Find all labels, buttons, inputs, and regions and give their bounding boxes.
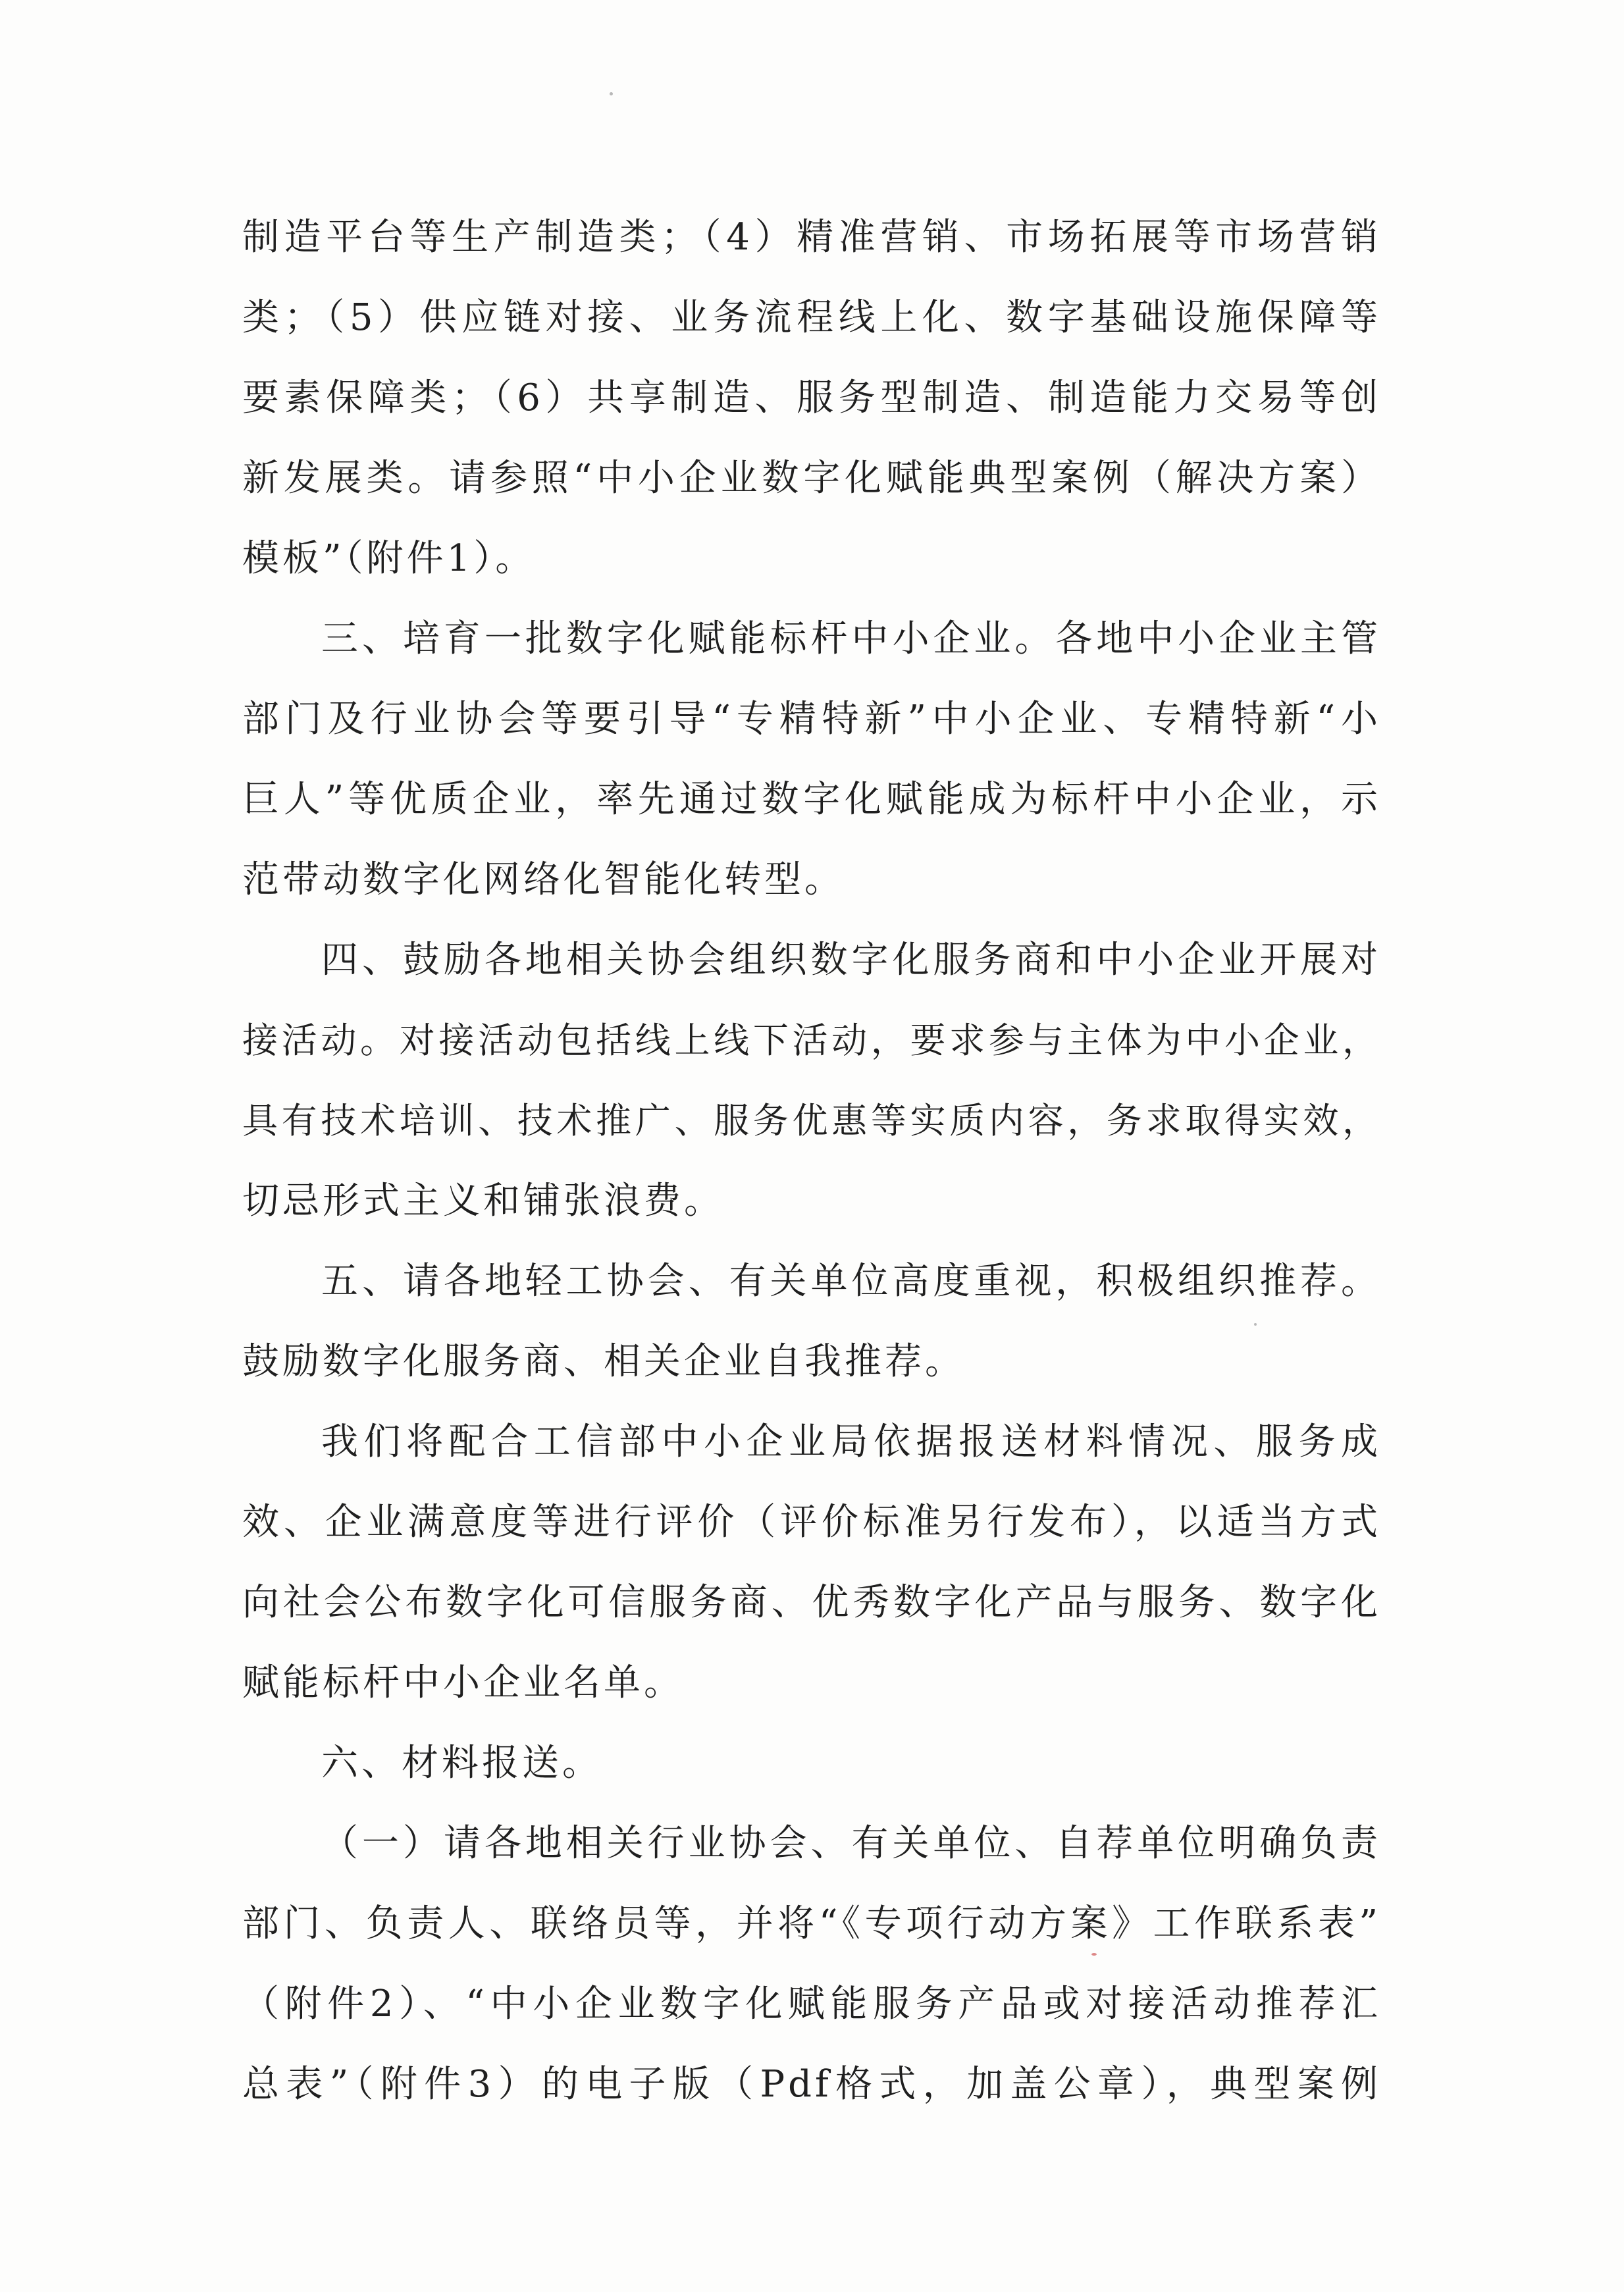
text-line: （附件2）、“中小企业数字化赋能服务产品或对接活动推荐汇 xyxy=(242,1983,1381,2025)
text-line: 新发展类。请参照“中小企业数字化赋能典型案例（解决方案） xyxy=(242,457,1381,500)
scan-speck xyxy=(1254,1323,1257,1326)
document-body xyxy=(242,197,1381,2125)
text-line: 五、请各地轻工协会、有关单位高度重视，积极组织推荐。 xyxy=(321,1260,1381,1303)
scan-speck xyxy=(610,92,613,95)
text-line: 模板”（附件1）。 xyxy=(242,537,536,580)
text-line: 要素保障类；（6）共享制造、服务型制造、制造能力交易等创 xyxy=(242,377,1381,419)
text-line: 巨人”等优质企业，率先通过数字化赋能成为标杆中小企业，示 xyxy=(242,778,1381,821)
scan-speck xyxy=(1091,1953,1097,1956)
text-line: 接活动。对接活动包括线上线下活动，要求参与主体为中小企业， xyxy=(242,1020,1381,1061)
text-line: 切忌形式主义和铺张浪费。 xyxy=(242,1180,724,1222)
text-line: 鼓励数字化服务商、相关企业自我推荐。 xyxy=(242,1340,965,1383)
text-line: 部门、负责人、联络员等，并将“《专项行动方案》工作联系表” xyxy=(242,1902,1381,1945)
text-line: 向社会公布数字化可信服务商、优秀数字化产品与服务、数字化 xyxy=(242,1581,1381,1624)
text-line: 三、培育一批数字化赋能标杆中小企业。各地中小企业主管 xyxy=(321,617,1381,660)
text-line: 四、鼓励各地相关协会组织数字化服务商和中小企业开展对 xyxy=(321,939,1381,981)
text-line: 具有技术培训、技术推广、服务优惠等实质内容，务求取得实效， xyxy=(242,1100,1381,1141)
text-line: 六、材料报送。 xyxy=(321,1742,602,1784)
text-line: 类；（5）供应链对接、业务流程线上化、数字基础设施保障等 xyxy=(242,296,1381,339)
text-line: 我们将配合工信部中小企业局依据报送材料情况、服务成 xyxy=(321,1420,1381,1463)
text-line: 赋能标杆中小企业名单。 xyxy=(242,1661,684,1704)
text-line: 效、企业满意度等进行评价（评价标准另行发布），以适当方式 xyxy=(242,1501,1381,1544)
text-line: 范带动数字化网络化智能化转型。 xyxy=(242,858,845,901)
text-line: 总表”（附件3）的电子版（Pdf格式，加盖公章），典型案例 xyxy=(242,2063,1381,2106)
text-line: 部门及行业协会等要引导“专精特新”中小企业、专精特新“小 xyxy=(242,698,1381,741)
text-line: （一）请各地相关行业协会、有关单位、自荐单位明确负责 xyxy=(321,1822,1381,1865)
text-line: 制造平台等生产制造类；（4）精准营销、市场拓展等市场营销 xyxy=(242,216,1381,259)
